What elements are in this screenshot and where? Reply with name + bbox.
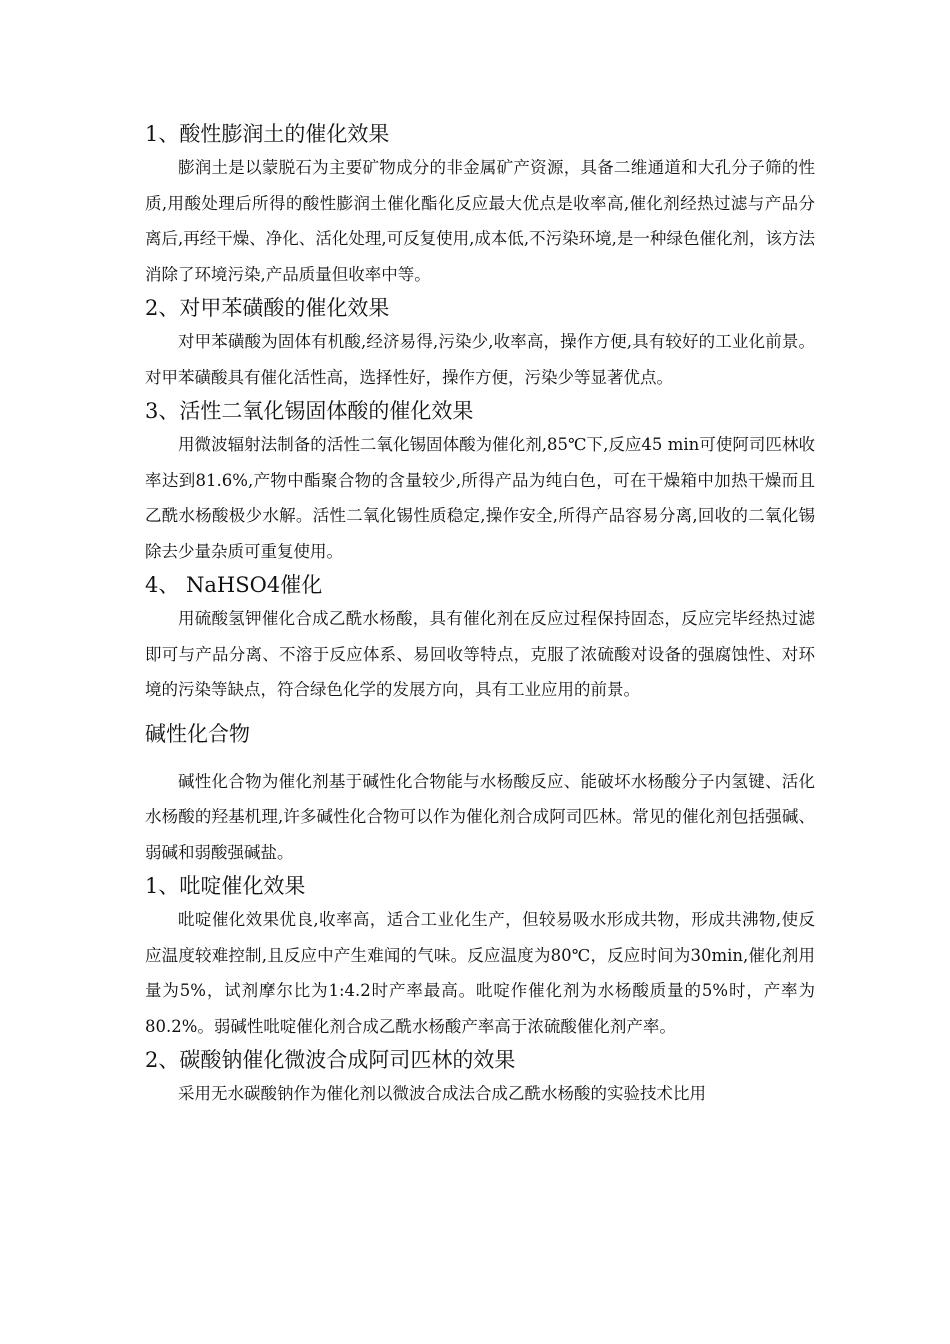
- heading-sodium-carbonate: 2、碳酸钠催化微波合成阿司匹林的效果: [145, 1048, 516, 1072]
- heading-bentonite: 1、酸性膨润土的催化效果: [145, 122, 390, 146]
- heading-tsoh: 2、对甲苯磺酸的催化效果: [145, 296, 390, 320]
- paragraph-nahso4: 用硫酸氢钾催化合成乙酰水杨酸，具有催化剂在反应过程保持固态，反应完毕经热过滤即可与产品分离、不溶于反应体系、易回收等特点，克服了浓硫酸对设备的强腐蚀性、对环境的污染等缺点，符合绿色化学的发展方向，具有工业应用的前景。: [145, 609, 815, 699]
- heading-sno2: 3、活性二氧化锡固体酸的催化效果: [145, 399, 474, 423]
- paragraph-tsoh: 对甲苯磺酸为固体有机酸,经济易得,污染少,收率高，操作方便,具有较好的工业化前景。对甲苯磺酸具有催化活性高，选择性好，操作方便，污染少等显著优点。: [145, 332, 815, 387]
- paragraph-pyridine: 吡啶催化效果优良,收率高，适合工业化生产，但较易吸水形成共物，形成共沸物,使反应温度较难控制,且反应中产生难闻的气味。反应温度为80℃，反应时间为30min,催化剂用量为5%，试剂摩尔比为1:4.2时产率最高。吡啶作催化剂为水杨酸质量的5%时，产率为80.2%。弱碱性吡啶催化剂合成乙酰水杨酸产率高于浓硫酸催化剂产率。: [145, 910, 815, 1036]
- heading-pyridine: 1、吡啶催化效果: [145, 874, 306, 898]
- paragraph-basic-compounds: 碱性化合物为催化剂基于碱性化合物能与水杨酸反应、能破坏水杨酸分子内氢键、活化水杨酸的羟基机理,许多碱性化合物可以作为催化剂合成阿司匹林。常见的催化剂包括强碱、弱碱和弱酸强碱盐。: [145, 771, 815, 862]
- paragraph-sno2: 用微波辐射法制备的活性二氧化锡固体酸为催化剂,85℃下,反应45 min可使阿司匹林收率达到81.6%,产物中酯聚合物的含量较少,所得产品为纯白色，可在干燥箱中加热干燥而且乙酰水杨酸极少水解。活性二氧化锡性质稳定,操作安全,所得产品容易分离,回收的二氧化锡除去少量杂质可重复使用。: [145, 435, 815, 561]
- section-title-basic-compounds: 碱性化合物: [145, 721, 250, 746]
- document-content: [145, 118, 815, 1112]
- paragraph-sodium-carbonate: 采用无水碳酸钠作为催化剂以微波合成法合成乙酰水杨酸的实验技术比用: [178, 1084, 706, 1103]
- heading-nahso4: 4、 NaHSO4催化: [145, 573, 323, 597]
- paragraph-bentonite: 膨润土是以蒙脱石为主要矿物成分的非金属矿产资源，具备二维通道和大孔分子筛的性质,用酸处理后所得的酸性膨润土催化酯化反应最大优点是收率高,催化剂经热过滤与产品分离后,再经干燥、净化、活化处理,可反复使用,成本低,不污染环境,是一种绿色催化剂，该方法消除了环境污染,产品质量但收率中等。: [145, 158, 815, 284]
